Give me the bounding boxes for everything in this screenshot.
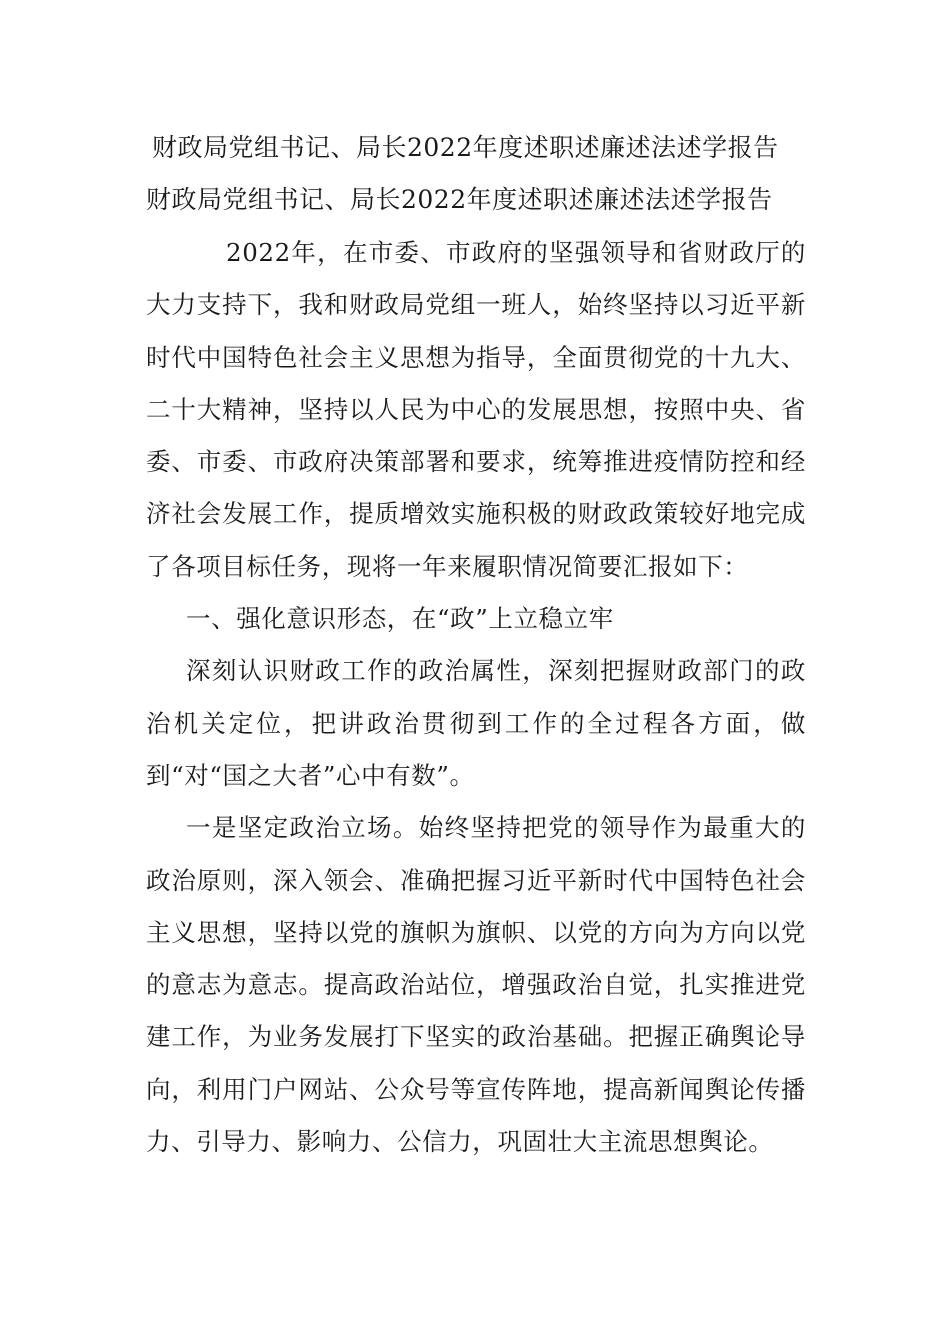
point-paragraph: 一是坚定政治立场。始终坚持把党的领导作为最重大的政治原则，深入领会、准确把握习近平新时代中国特色社会主义思想，坚持以党的旗帜为旗帜、以党的方向为方向以党的意志为意志。提高政治站位，增强政治自觉，扎实推进党建工作，为业务发展打下坚实的政治基础。把握正确舆论导向，利用门户网站、公众号等宣传阵地，提高新闻舆论传播力、引导力、影响力、公信力，巩固壮大主流思想舆论。 — [146, 813, 806, 1157]
document-title-repeat: 财政局党组书记、局长2022年度述职述廉述法述学报告 — [146, 185, 773, 214]
section-heading: 一、强化意识形态，在“政”上立稳立牢 — [186, 604, 614, 634]
document-title: 财政局党组书记、局长2022年度述职述廉述法述学报告 — [152, 133, 779, 162]
document-body — [146, 227, 806, 1168]
intro-paragraph: 2022年，在市委、市政府的坚强领导和省财政厅的大力支持下，我和财政局党组一班人，始终坚持以习近平新时代中国特色社会主义思想为指导，全面贯彻党的十九大、二十大精神，坚持以人民为中心的发展思想，按照中央、省委、市委、市政府决策部署和要求，统筹推进疫情防控和经济社会发展工作，提质增效实施积极的财政政策较好地完成了各项目标任务，现将一年来履职情况简要汇报如下： — [146, 238, 806, 581]
section-intro-paragraph: 深刻认识财政工作的政治属性，深刻把握财政部门的政治机关定位，把讲政治贯彻到工作的全过程各方面，做到“对“国之大者”心中有数”。 — [146, 656, 806, 790]
